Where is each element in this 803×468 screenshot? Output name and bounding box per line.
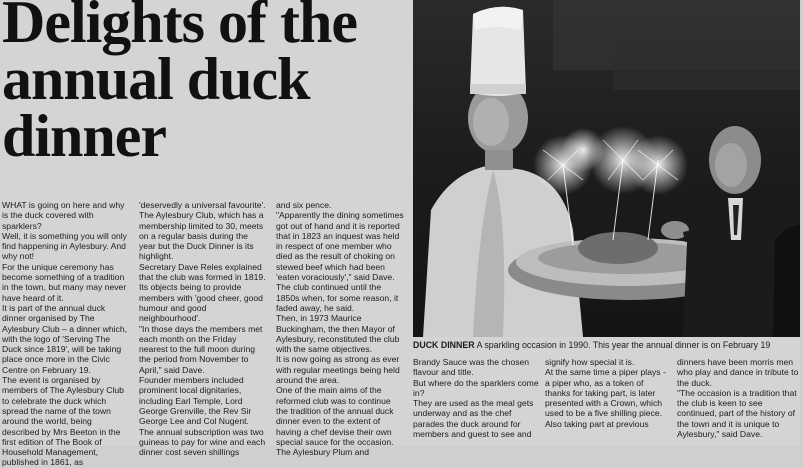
article-column-4 <box>413 357 539 446</box>
caption-text: A sparkling occasion in 1990. This year the annual dinner is on February 19 <box>476 340 771 350</box>
paragraph: and six pence. <box>276 200 332 210</box>
article-column-5 <box>545 357 671 446</box>
article-column-6 <box>677 357 803 446</box>
paragraph: 'deservedly a universal favourite'. <box>139 200 266 210</box>
photo-caption <box>413 340 800 351</box>
paragraph: The event is organised by members of The Aylesbury Club to celebrate the duck which spread the name of the town around the world, being described by Mrs Beeton in the first edition of The Book of Household Management, published in 1861, as <box>2 375 124 468</box>
paragraph: Founder members included prominent local dignitaries, including Earl Temple, Lord George Grenville, the Rev Sir George Lee and Col Nugent. <box>139 375 252 427</box>
paragraph: But where do the sparklers come in? <box>413 377 539 398</box>
paragraph: It is now going as strong as ever with regular meetings being held around the area. <box>276 354 400 386</box>
paragraph: "In those days the members met each month on the Friday nearest to the full moon during the period from November to April," said Dave. <box>139 323 263 375</box>
paragraph: For the unique ceremony has become something of a tradition in the town, but many may never have heard of it. <box>2 261 127 303</box>
article-column-3 <box>276 200 404 458</box>
paragraph: Also taking part at previous <box>545 418 649 429</box>
paragraph: Well, it is something you will only find happening in Aylesbury. And why not! <box>2 230 127 262</box>
paragraph: One of the main aims of the reformed club was to continue the tradition of the annual duck dinner even to the extent of having a chef devise their own special sauce for the occasion. <box>276 385 394 447</box>
paragraph: At the same time a piper plays - a piper who, as a token of thanks for taking part, is later presented with a Crown, which used to be a five shilling piece. <box>545 367 666 419</box>
paragraph: Secretary Dave Reles explained that the club was formed in 1819. Its objects being to provide members with 'good cheer, good humour and good neighbourhood'. <box>139 261 266 324</box>
paragraph: WHAT is going on here and why is the duck covered with sparklers? <box>2 200 125 231</box>
paragraph: dinners have been morris men who play and dance in tribute to the duck. <box>677 357 799 388</box>
caption-lead: DUCK DINNER <box>413 340 475 350</box>
paragraph: Then, in 1973 Maurice Buckingham, the then Mayor of Aylesbury, reconstituted the club with the same objectives. <box>276 313 400 355</box>
paragraph: signify how special it is. <box>545 357 635 367</box>
headline: Delights of the annual duck dinner <box>2 0 357 169</box>
paragraph: "The occasion is a tradition that the club is keen to see continued, part of the history of the town and it is unique to Aylesbury," said Dave. <box>677 387 797 440</box>
paragraph: Brandy Sauce was the chosen flavour and title. <box>413 357 530 378</box>
paragraph: The annual subscription was two guineas to pay for wine and each dinner cost seven shillings <box>139 426 266 458</box>
photo-chef-with-sparkler-duck <box>413 0 800 337</box>
article-column-2 <box>139 200 267 458</box>
paragraph: It is part of the annual duck dinner organised by The Aylesbury Club – a dinner which, with the logo of 'Serving The Duck since 1819', will be taking place once more in the Civic Centre on February 19. <box>2 302 127 375</box>
paragraph: The club continued until the 1850s when, for some reason, it faded away, he said. <box>276 282 399 313</box>
paragraph: The Aylesbury Club, which has a membership limited to 30, meets on a regular basis during the year but the Duck Dinner is its highlight. <box>139 210 264 262</box>
paragraph: They are used as the meal gets underway and as the chef parades the duck around for members and guest to see and <box>413 398 534 440</box>
article-column-1 <box>2 200 130 468</box>
paragraph: "Apparently the dining sometimes got out of hand and it is reported that in 1823 an inquest was held in respect of one member who died as the result of choking on stewed beef which had been 'eaten voraciously'," said Dave. <box>276 210 404 283</box>
paragraph: The Aylesbury Plum and <box>276 447 369 458</box>
